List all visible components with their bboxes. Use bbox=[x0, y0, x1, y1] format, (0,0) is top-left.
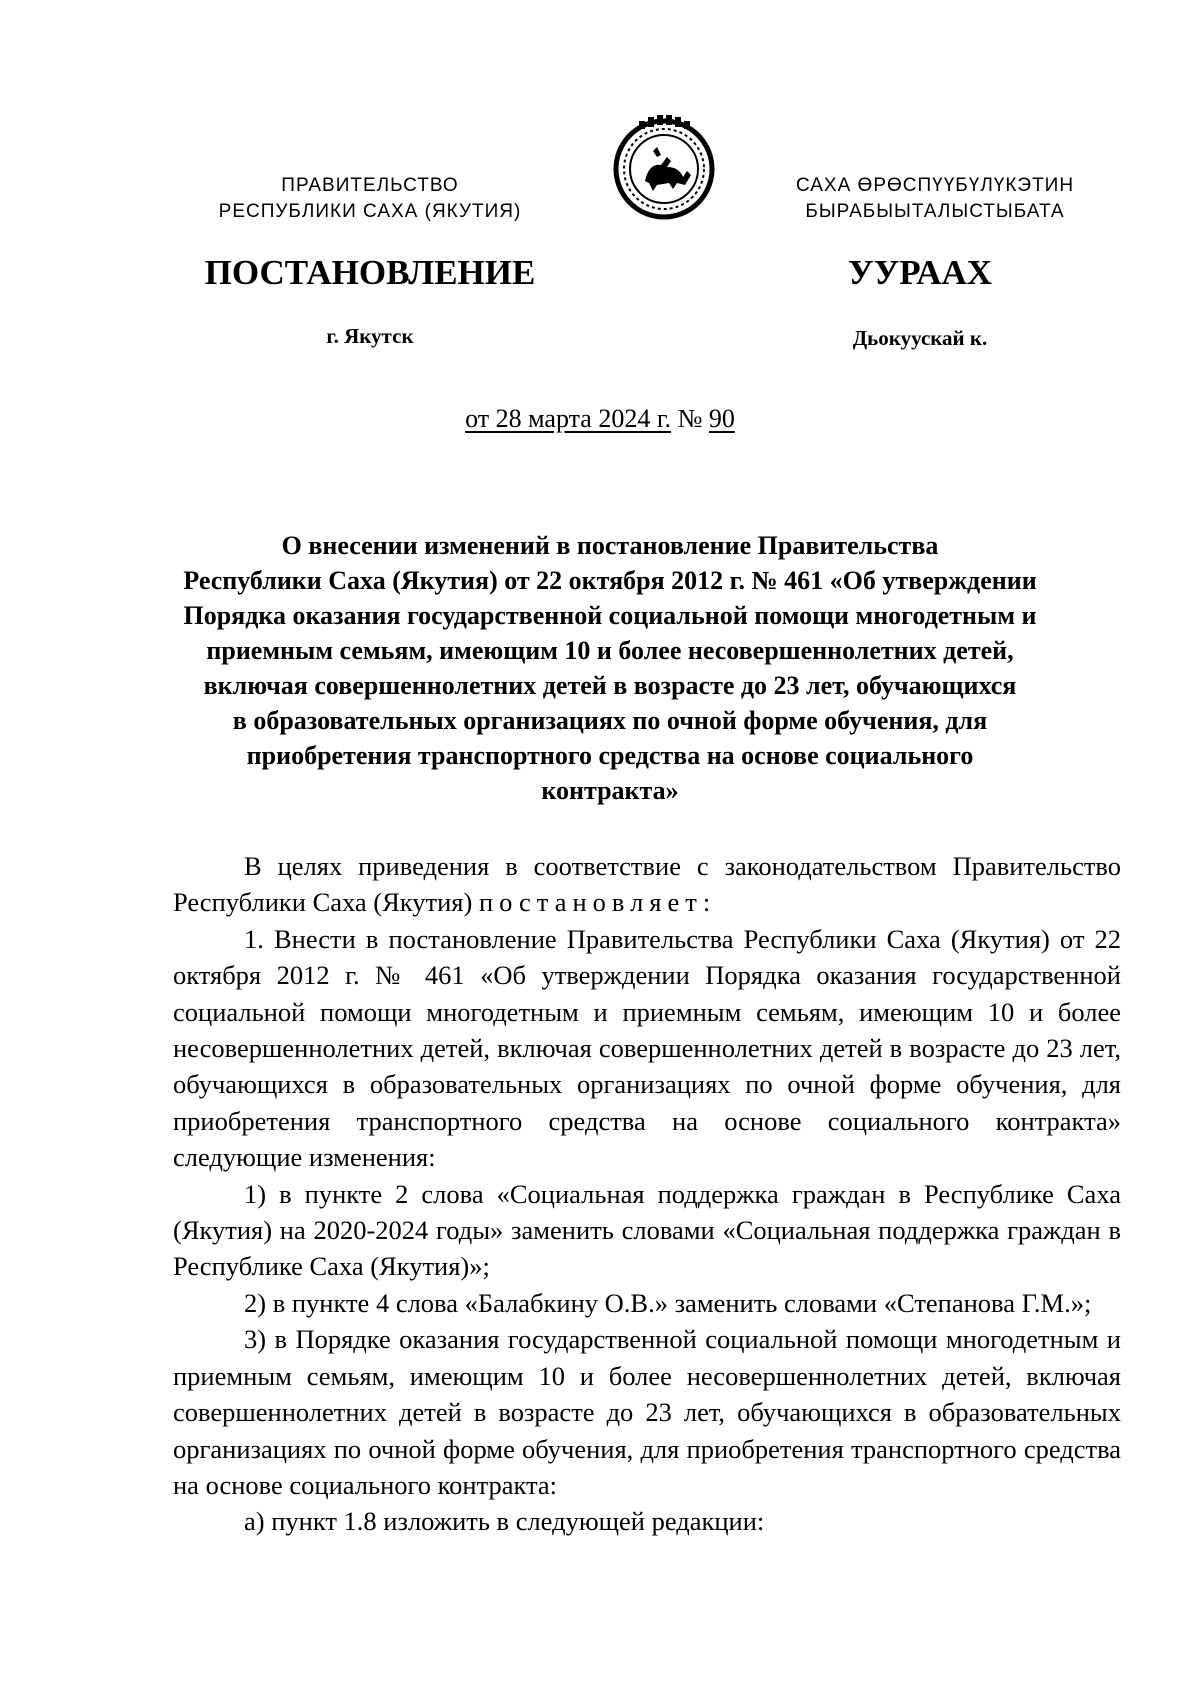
title-line: О внесении изменений в постановление Правительства bbox=[281, 531, 939, 560]
issuer-ru-line2: РЕСПУБЛИКИ САХА (ЯКУТИЯ) bbox=[218, 201, 522, 222]
item-1-paragraph: 1. Внести в постановление Правительства Республики Саха (Якутия) от 22 октября 2012 г. № 461 «Об утверждении Порядка оказания государственной социальной помощи многодетным и приемным семьям, имеющим 10 и более несовершеннолетних детей, включая совершеннолетних детей в возрасте до 23 лет, обучающихся в образовательных организациях по очной форме обучения, для приобретения транспортного средства на основе социального контракта» следующие изменения: bbox=[173, 923, 1121, 1173]
city-ru: г. Якутск bbox=[326, 324, 414, 348]
preamble-paragraph bbox=[173, 848, 1121, 921]
number-label: № bbox=[677, 404, 703, 433]
title-line: приобретения транспортного средства на основе социального bbox=[246, 741, 974, 770]
document-date: от 28 марта 2024 г. bbox=[465, 404, 672, 433]
preamble-text: В целях приведения в соответствие с законодательством Правительство Республики Саха (Якутия) bbox=[173, 851, 1121, 918]
preamble-verb: постановляет: bbox=[478, 887, 717, 918]
issuer-sah-line1: САХА ӨРӨСПҮҮБҮЛҮКЭТИН bbox=[795, 175, 1075, 196]
title-line: Республики Саха (Якутия) от 22 октября 2012 г. № 461 «Об утверждении bbox=[183, 566, 1037, 595]
title-line: в образовательных организациях по очной форме обучения, для bbox=[232, 706, 988, 735]
date-number-line bbox=[0, 404, 1200, 434]
doc-type-ru: ПОСТАНОВЛЕНИЕ bbox=[204, 253, 536, 292]
coat-of-arms-icon bbox=[609, 111, 719, 221]
title-line: включая совершеннолетних детей в возрасте до 23 лет, обучающихся bbox=[203, 671, 1017, 700]
issuer-ru-line1: ПРАВИТЕЛЬСТВО bbox=[281, 175, 459, 196]
issuer-sah-line2: БЫРАБЫЫТАЛЫСТЫБАТА bbox=[805, 201, 1065, 222]
subitem-3a-paragraph: а) пункт 1.8 изложить в следующей редакции: bbox=[244, 1506, 765, 1537]
document-number: 90 bbox=[708, 404, 735, 433]
document-title bbox=[160, 528, 1060, 808]
subitem-3-paragraph: 3) в Порядке оказания государственной социальной помощи многодетным и приемным семьям, имеющим 10 и более несовершеннолетних детей, включая совершеннолетних детей в возрасте до 23 лет, обучающихся в образовательных организациях по очной форме обучения, для приобретения транспортного средства на основе социального контракта: bbox=[173, 1324, 1121, 1500]
issuer-ru bbox=[170, 173, 570, 225]
city-sah: Дьокуускай к. bbox=[852, 326, 988, 350]
subitem-1-paragraph: 1) в пункте 2 слова «Социальная поддержка граждан в Республике Саха (Якутия) на 2020-2024 годы» заменить словами «Социальная поддержка граждан в Республике Саха (Якутия)»; bbox=[173, 1178, 1121, 1282]
title-line: контракта» bbox=[541, 776, 679, 805]
subitem-2-paragraph: 2) в пункте 4 слова «Балабкину О.В.» заменить словами «Степанова Г.М.»; bbox=[244, 1287, 1092, 1318]
title-line: Порядка оказания государственной социальной помощи многодетным и bbox=[183, 601, 1037, 630]
doc-type-sah: УУРААХ bbox=[847, 253, 993, 292]
issuer-sah bbox=[740, 173, 1130, 225]
document-body bbox=[173, 848, 1121, 1540]
title-line: приемным семьям, имеющим 10 и более несовершеннолетних детей, bbox=[206, 636, 1014, 665]
